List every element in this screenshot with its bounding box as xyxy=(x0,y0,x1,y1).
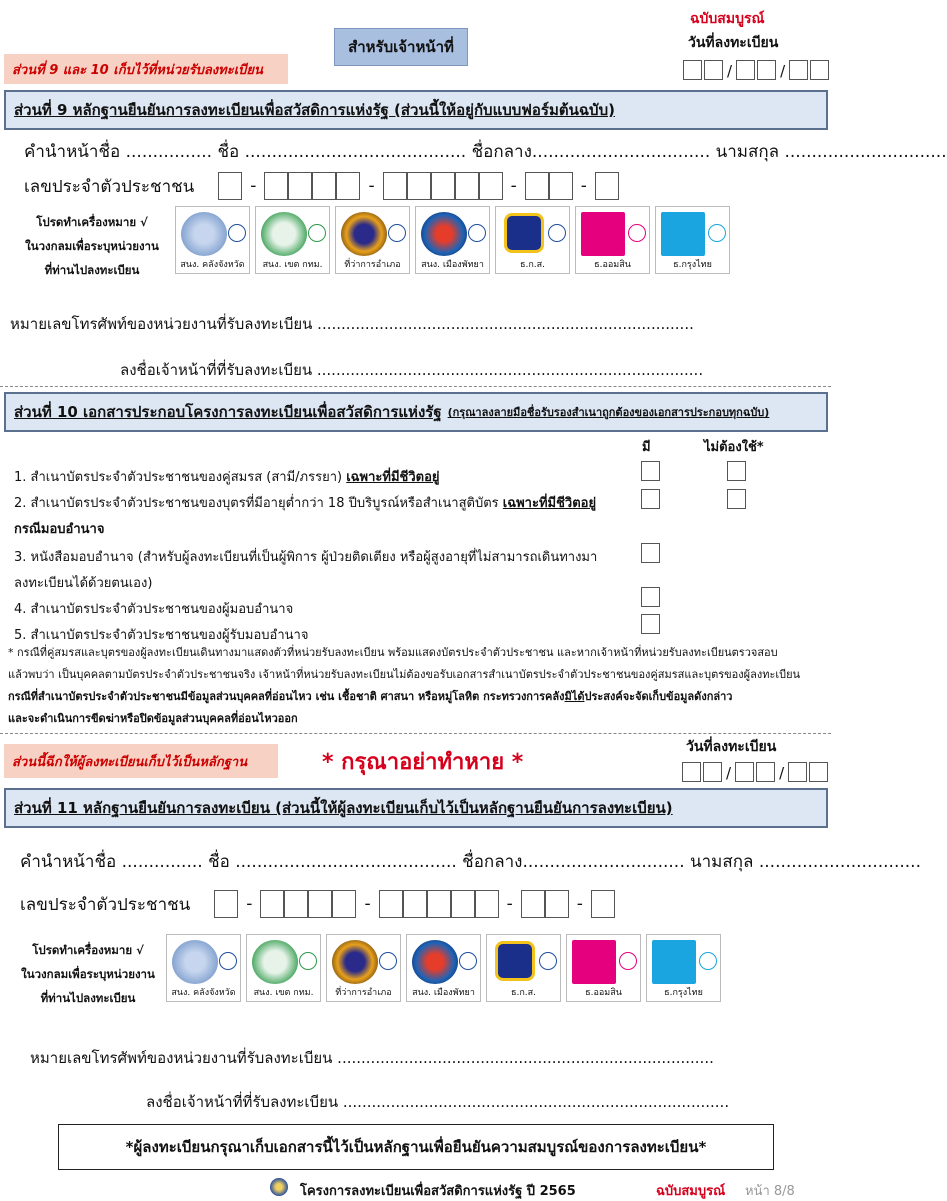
registration-date-label: วันที่ลงทะเบียน xyxy=(688,35,779,51)
agency-option-baac[interactable]: ธ.ก.ส. xyxy=(495,206,570,274)
agency-option-ktb[interactable]: ธ.กรุงไทย xyxy=(646,934,721,1002)
bangkok-emblem-icon xyxy=(252,940,298,984)
doc-item-4: 4. สำเนาบัตรประจำตัวประชาชนของผู้มอบอำนาจ xyxy=(14,602,294,617)
select-circle[interactable] xyxy=(468,224,486,242)
agency-option-gsb[interactable]: ธ.ออมสิน xyxy=(575,206,650,274)
agency-option-ktb[interactable]: ธ.กรุงไทย xyxy=(655,206,730,274)
col-not-needed-header: ไม่ต้องใช้* xyxy=(704,440,764,455)
doc5-have-checkbox[interactable] xyxy=(641,614,660,634)
section9-signature-field[interactable]: ลงชื่อเจ้าหน้าที่ที่รับลงทะเบียน ................................................................................. xyxy=(120,361,704,379)
section11-name-fields[interactable]: คำนำหน้าชื่อ ............... ชื่อ ......................................... ชื่อกลาง.............................. นามสกุล .............................. xyxy=(20,852,921,872)
agency-option-pattaya[interactable]: สนง. เมืองพัทยา xyxy=(415,206,490,274)
agency-option-treasury[interactable]: สนง. คลังจังหวัด xyxy=(166,934,241,1002)
section11-id-row[interactable]: เลขประจำตัวประชาชน - - - - xyxy=(20,890,615,918)
complete-version-label: ฉบับสมบูรณ์ xyxy=(690,11,765,27)
doc-item-1: 1. สำเนาบัตรประจำตัวประชาชนของคู่สมรส (สามี/ภรรยา) เฉพาะที่มีชีวิตอยู่ xyxy=(14,470,440,485)
section9-id-label: เลขประจำตัวประชาชน xyxy=(24,176,195,197)
registration-date-boxes[interactable]: / / xyxy=(683,60,829,80)
ktb-logo-icon xyxy=(661,212,705,256)
section11-phone-field[interactable]: หมายเลขโทรศัพท์ของหน่วยงานที่รับลงทะเบียน ............................................................................... xyxy=(30,1049,714,1067)
section11-signature-field[interactable]: ลงชื่อเจ้าหน้าที่ที่รับลงทะเบียน ................................................................................. xyxy=(146,1093,730,1111)
footer-page-number: หน้า 8/8 xyxy=(745,1184,795,1199)
section9-phone-field[interactable]: หมายเลขโทรศัพท์ของหน่วยงานที่รับลงทะเบียน ............................................................................... xyxy=(10,315,694,333)
section9-mark-instructions: โปรดทำเครื่องหมาย √ ในวงกลมเพื่อระบุหน่วยงาน ที่ท่านไปลงทะเบียน xyxy=(25,215,159,277)
col-have-header: มี xyxy=(642,440,651,455)
doc-item-5: 5. สำเนาบัตรประจำตัวประชาชนของผู้รับมอบอำนาจ xyxy=(14,628,309,643)
select-circle[interactable] xyxy=(308,224,326,242)
select-circle[interactable] xyxy=(388,224,406,242)
keep-at-registration-note: ส่วนที่ 9 และ 10 เก็บไว้ที่หน่วยรับลงทะเบียน xyxy=(4,54,288,84)
section11-id-label: เลขประจำตัวประชาชน xyxy=(20,894,191,915)
section11-agency-options xyxy=(166,934,721,1002)
bangkok-emblem-icon xyxy=(261,212,307,256)
treasury-emblem-icon xyxy=(172,940,218,984)
gsb-logo-icon xyxy=(572,940,616,984)
doc1-not-needed-checkbox[interactable] xyxy=(727,461,746,481)
doc1-have-checkbox[interactable] xyxy=(641,461,660,481)
select-circle[interactable] xyxy=(628,224,646,242)
baac-logo-icon xyxy=(495,941,535,981)
section9-id-row[interactable]: เลขประจำตัวประชาชน - - - - xyxy=(24,172,619,200)
registration-date-boxes[interactable]: / / xyxy=(682,762,828,782)
district-office-emblem-icon xyxy=(332,940,378,984)
section10-header xyxy=(4,392,828,432)
select-circle[interactable] xyxy=(708,224,726,242)
doc-item-3: 3. หนังสือมอบอำนาจ (สำหรับผู้ลงทะเบียนที่เป็นผู้พิการ ผู้ป่วยติดเตียง หรือผู้สูงอายุที่ไม่สามารถเดินทางมา xyxy=(14,550,598,565)
select-circle[interactable] xyxy=(219,952,237,970)
doc-item-3-cont: ลงทะเบียนได้ด้วยตนเอง) xyxy=(14,576,153,591)
ktb-logo-icon xyxy=(652,940,696,984)
agency-option-bangkok[interactable]: สนง. เขต กทม. xyxy=(246,934,321,1002)
select-circle[interactable] xyxy=(228,224,246,242)
agency-option-district[interactable]: ที่ว่าการอำเภอ xyxy=(326,934,401,1002)
select-circle[interactable] xyxy=(459,952,477,970)
doc-item-2-cont: กรณีมอบอำนาจ xyxy=(14,522,105,537)
section11-title: ส่วนที่ 11 หลักฐานยืนยันการลงทะเบียน (ส่วนนี้ให้ผู้ลงทะเบียนเก็บไว้เป็นหลักฐานยืนยันการลงทะเบียน) xyxy=(14,799,673,817)
section10-footnote: * กรณีที่คู่สมรสและบุตรของผู้ลงทะเบียนเดินทางมาแสดงตัวที่หน่วยรับลงทะเบียน พร้อมแสดงบัตรประจำตัวประชาชน และหากเจ้าหน้าที่หน่วยรับลงทะเบียนตรวจสอบ แล้วพบว่า เป็นบุคคลตามบัตรประจำตัวประชาชนจริง เจ้าหน้าที่หน่วยรับลงทะเบียนไม่ต้องขอรับเอกสารสำเนาบัตรประจำตัวประชาชนของคู่สมรสและบุตรของผู้ลงทะเบียน กรณีที่สำเนาบัตรประจำตัวประชาชนมีข้อมูลส่วนบุคคลที่อ่อนไหว เช่น เชื้อชาติ ศาสนา หรือหมู่โลหิต กระทรวงการคลังมิได้ประสงค์จะจัดเก็บข้อมูลดังกล่าว และจะดำเนินการขีดฆ่าหรือปิดข้อมูลส่วนบุคคลที่อ่อนไหวออก xyxy=(8,646,801,725)
registration-date-label: วันที่ลงทะเบียน xyxy=(686,739,777,755)
select-circle[interactable] xyxy=(699,952,717,970)
do-not-lose-warning: * กรุณาอย่าทำหาย * xyxy=(322,750,524,775)
section9-name-fields[interactable]: คำนำหน้าชื่อ ................ ชื่อ ......................................... ชื่อกลาง................................. นามสกุล .............................. xyxy=(24,142,947,162)
treasury-emblem-icon xyxy=(181,212,227,256)
doc4-have-checkbox[interactable] xyxy=(641,587,660,607)
agency-option-gsb[interactable]: ธ.ออมสิน xyxy=(566,934,641,1002)
agency-option-district[interactable]: ที่ว่าการอำเภอ xyxy=(335,206,410,274)
doc2-have-checkbox[interactable] xyxy=(641,489,660,509)
officer-only-label: สำหรับเจ้าหน้าที่ xyxy=(334,28,468,66)
agency-option-treasury[interactable]: สนง. คลังจังหวัด xyxy=(175,206,250,274)
doc2-not-needed-checkbox[interactable] xyxy=(727,489,746,509)
section10-title: ส่วนที่ 10 เอกสารประกอบโครงการลงทะเบียนเพื่อสวัสดิการแห่งรัฐ xyxy=(14,403,442,421)
footer-complete-label: ฉบับสมบูรณ์ xyxy=(656,1184,726,1199)
section11-mark-instructions: โปรดทำเครื่องหมาย √ ในวงกลมเพื่อระบุหน่วยงาน ที่ท่านไปลงทะเบียน xyxy=(21,943,155,1005)
pattaya-emblem-icon xyxy=(412,940,458,984)
keep-as-evidence-note: ส่วนนี้ฉีกให้ผู้ลงทะเบียนเก็บไว้เป็นหลักฐาน xyxy=(4,744,278,778)
select-circle[interactable] xyxy=(379,952,397,970)
footer-project-title: โครงการลงทะเบียนเพื่อสวัสดิการแห่งรัฐ ปี 2565 xyxy=(300,1184,576,1199)
doc3-have-checkbox[interactable] xyxy=(641,543,660,563)
section9-header xyxy=(4,90,828,130)
ministry-seal-icon xyxy=(270,1178,288,1196)
baac-logo-icon xyxy=(504,213,544,253)
select-circle[interactable] xyxy=(539,952,557,970)
agency-option-baac[interactable]: ธ.ก.ส. xyxy=(486,934,561,1002)
section9-title: ส่วนที่ 9 หลักฐานยืนยันการลงทะเบียนเพื่อสวัสดิการแห่งรัฐ (ส่วนนี้ให้อยู่กับแบบฟอร์มต้นฉบับ) xyxy=(14,101,615,119)
agency-option-bangkok[interactable]: สนง. เขต กทม. xyxy=(255,206,330,274)
doc-item-2: 2. สำเนาบัตรประจำตัวประชาชนของบุตรที่มีอายุต่ำกว่า 18 ปีบริบูรณ์หรือสำเนาสูติบัตร เฉพาะที่มีชีวิตอยู่ xyxy=(14,496,597,511)
tear-line xyxy=(0,386,831,387)
agency-option-pattaya[interactable]: สนง. เมืองพัทยา xyxy=(406,934,481,1002)
select-circle[interactable] xyxy=(619,952,637,970)
district-office-emblem-icon xyxy=(341,212,387,256)
select-circle[interactable] xyxy=(548,224,566,242)
section11-header xyxy=(4,788,828,828)
select-circle[interactable] xyxy=(299,952,317,970)
keep-document-note: *ผู้ลงทะเบียนกรุณาเก็บเอกสารนี้ไว้เป็นหลักฐานเพื่อยืนยันความสมบูรณ์ของการลงทะเบียน* xyxy=(58,1124,774,1170)
section10-subtitle: (กรุณาลงลายมือชื่อรับรองสำเนาถูกต้องของเอกสารประกอบทุกฉบับ) xyxy=(447,406,770,419)
tear-line xyxy=(0,733,831,734)
section9-agency-options xyxy=(175,206,730,274)
gsb-logo-icon xyxy=(581,212,625,256)
pattaya-emblem-icon xyxy=(421,212,467,256)
